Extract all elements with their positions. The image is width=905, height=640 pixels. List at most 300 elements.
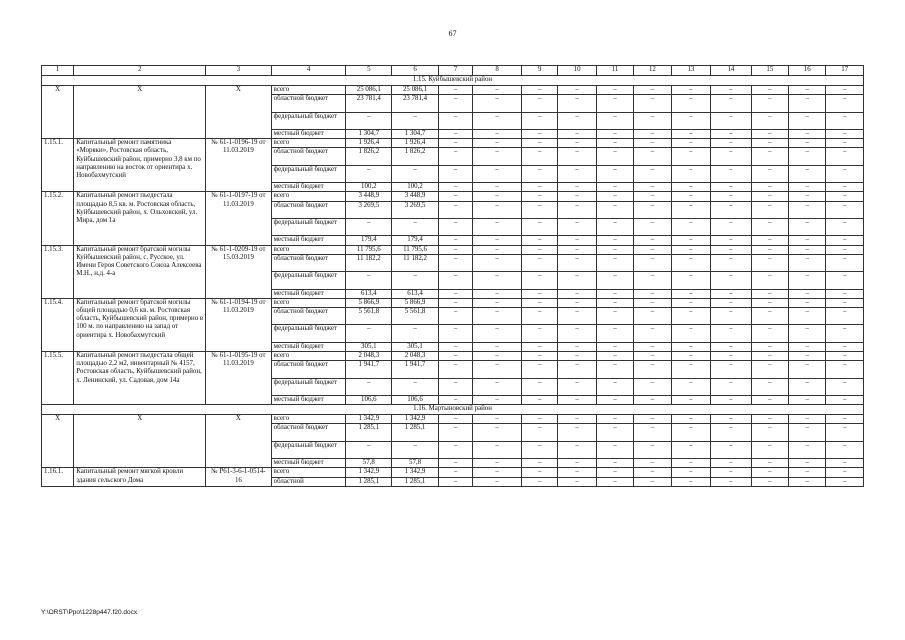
value-empty: – <box>789 201 826 218</box>
value-empty: – <box>671 477 710 486</box>
funding-source: местный бюджет <box>271 183 346 192</box>
value-empty: – <box>522 459 558 468</box>
value-empty: – <box>473 441 522 458</box>
value-empty: – <box>438 86 472 95</box>
value-empty: – <box>438 183 472 192</box>
value-empty: – <box>751 459 788 468</box>
value-empty: – <box>473 95 522 112</box>
value-empty: – <box>522 342 558 351</box>
value-col6: 1 926,4 <box>392 139 439 148</box>
item-number: 1.15.4. <box>42 298 74 351</box>
value-empty: – <box>711 441 752 458</box>
value-empty: – <box>711 129 752 138</box>
value-empty: – <box>751 148 788 165</box>
value-col5: 25 086,1 <box>346 86 392 95</box>
value-empty: – <box>826 342 864 351</box>
value-col5: 1 342,9 <box>346 415 392 424</box>
value-empty: – <box>671 361 710 378</box>
value-empty: – <box>596 112 633 129</box>
value-empty: – <box>789 245 826 254</box>
value-empty: – <box>558 415 596 424</box>
item-name: Капитальный ремонт братской могилы общей площадью 0,6 кв. м. Ростовская область, Куйбышевский район, примерно в 100 м. по направлению на запад от ориентира х. Новобахмутский <box>74 298 206 351</box>
value-empty: – <box>558 361 596 378</box>
value-empty: – <box>711 139 752 148</box>
value-col5: – <box>346 378 392 395</box>
value-empty: – <box>711 165 752 182</box>
value-empty: – <box>751 218 788 235</box>
value-empty: – <box>473 245 522 254</box>
value-empty: – <box>711 192 752 201</box>
value-empty: – <box>634 236 671 245</box>
value-empty: – <box>634 468 671 477</box>
value-empty: – <box>558 139 596 148</box>
value-empty: – <box>473 236 522 245</box>
value-empty: – <box>473 325 522 342</box>
value-empty: – <box>751 289 788 298</box>
value-col6: 1 342,9 <box>392 415 439 424</box>
value-col6: – <box>392 165 439 182</box>
value-empty: – <box>789 342 826 351</box>
funding-source: областной бюджет <box>271 201 346 218</box>
funding-source: местный бюджет <box>271 236 346 245</box>
value-empty: – <box>558 441 596 458</box>
value-empty: – <box>789 307 826 324</box>
funding-source: областной бюджет <box>271 307 346 324</box>
value-empty: – <box>522 192 558 201</box>
value-col6: – <box>392 218 439 235</box>
value-empty: – <box>826 148 864 165</box>
value-empty: – <box>438 236 472 245</box>
value-empty: – <box>473 415 522 424</box>
x-marker: X <box>74 415 206 468</box>
value-empty: – <box>596 342 633 351</box>
x-marker: X <box>42 415 74 468</box>
value-empty: – <box>596 468 633 477</box>
x-marker: X <box>206 86 271 139</box>
value-empty: – <box>473 298 522 307</box>
value-empty: – <box>751 95 788 112</box>
value-empty: – <box>596 378 633 395</box>
value-col5: 1 285,1 <box>346 477 392 486</box>
value-empty: – <box>558 129 596 138</box>
value-empty: – <box>751 254 788 271</box>
value-empty: – <box>596 415 633 424</box>
value-empty: – <box>789 459 826 468</box>
table-row <box>42 192 864 201</box>
value-empty: – <box>438 201 472 218</box>
value-empty: – <box>789 95 826 112</box>
funding-source: областной бюджет <box>271 424 346 441</box>
column-number: 12 <box>634 66 671 76</box>
value-empty: – <box>826 254 864 271</box>
column-number: 4 <box>271 66 346 76</box>
value-empty: – <box>596 236 633 245</box>
value-empty: – <box>596 218 633 235</box>
value-empty: – <box>558 192 596 201</box>
value-col6: 1 826,2 <box>392 148 439 165</box>
value-empty: – <box>711 254 752 271</box>
value-empty: – <box>634 183 671 192</box>
value-col5: 3 448,9 <box>346 192 392 201</box>
value-empty: – <box>826 395 864 404</box>
value-empty: – <box>438 441 472 458</box>
value-empty: – <box>558 307 596 324</box>
value-empty: – <box>596 395 633 404</box>
document-number: № Р61-3-6-1-0514-16 <box>206 468 271 486</box>
value-empty: – <box>596 129 633 138</box>
value-empty: – <box>826 86 864 95</box>
value-empty: – <box>438 148 472 165</box>
value-empty: – <box>558 254 596 271</box>
value-empty: – <box>671 201 710 218</box>
column-number: 9 <box>522 66 558 76</box>
value-col5: 11 182,2 <box>346 254 392 271</box>
value-empty: – <box>634 95 671 112</box>
value-empty: – <box>751 468 788 477</box>
value-empty: – <box>751 139 788 148</box>
value-empty: – <box>473 129 522 138</box>
funding-source: всего <box>271 351 346 360</box>
value-empty: – <box>789 351 826 360</box>
table-row <box>42 351 864 360</box>
table-row <box>42 245 864 254</box>
value-empty: – <box>711 272 752 289</box>
value-empty: – <box>473 192 522 201</box>
value-empty: – <box>596 325 633 342</box>
value-empty: – <box>826 129 864 138</box>
value-empty: – <box>789 236 826 245</box>
value-empty: – <box>671 129 710 138</box>
value-empty: – <box>438 112 472 129</box>
funding-source: областной бюджет <box>271 95 346 112</box>
value-empty: – <box>522 289 558 298</box>
value-col5: 1 926,4 <box>346 139 392 148</box>
value-col6: 5 561,8 <box>392 307 439 324</box>
column-number: 14 <box>711 66 752 76</box>
item-name: Капитальный ремонт пьедестала общей площадью 2,2 м2, инвентарный № 4157, Ростовская область, Куйбышевский район, х. Ленинский, ул. Садовая, дом 14а <box>74 351 206 404</box>
value-empty: – <box>789 86 826 95</box>
value-empty: – <box>671 148 710 165</box>
value-empty: – <box>596 477 633 486</box>
funding-source: всего <box>271 139 346 148</box>
value-empty: – <box>438 468 472 477</box>
column-number: 5 <box>346 66 392 76</box>
value-empty: – <box>473 272 522 289</box>
value-col6: 179,4 <box>392 236 439 245</box>
value-empty: – <box>671 441 710 458</box>
value-empty: – <box>438 361 472 378</box>
value-empty: – <box>596 201 633 218</box>
value-empty: – <box>826 307 864 324</box>
value-empty: – <box>596 254 633 271</box>
value-empty: – <box>751 307 788 324</box>
value-empty: – <box>711 86 752 95</box>
table-row <box>42 139 864 148</box>
value-empty: – <box>751 183 788 192</box>
value-col5: 1 285,1 <box>346 424 392 441</box>
funding-source: местный бюджет <box>271 459 346 468</box>
value-empty: – <box>473 424 522 441</box>
value-col5: 5 561,8 <box>346 307 392 324</box>
value-empty: – <box>789 289 826 298</box>
column-number: 6 <box>392 66 439 76</box>
value-empty: – <box>522 468 558 477</box>
value-empty: – <box>789 468 826 477</box>
value-empty: – <box>671 415 710 424</box>
value-empty: – <box>438 192 472 201</box>
value-col6: 1 342,9 <box>392 468 439 477</box>
value-empty: – <box>522 245 558 254</box>
value-empty: – <box>522 183 558 192</box>
value-empty: – <box>751 165 788 182</box>
funding-source: федеральный бюджет <box>271 165 346 182</box>
value-col6: – <box>392 325 439 342</box>
column-number: 11 <box>596 66 633 76</box>
value-empty: – <box>558 86 596 95</box>
value-empty: – <box>826 424 864 441</box>
value-empty: – <box>671 245 710 254</box>
value-empty: – <box>596 183 633 192</box>
funding-source: всего <box>271 468 346 477</box>
value-empty: – <box>522 112 558 129</box>
value-empty: – <box>751 325 788 342</box>
value-empty: – <box>596 272 633 289</box>
value-empty: – <box>671 378 710 395</box>
value-col6: – <box>392 378 439 395</box>
value-empty: – <box>438 298 472 307</box>
value-empty: – <box>671 307 710 324</box>
funding-source: областной <box>271 477 346 486</box>
value-empty: – <box>826 272 864 289</box>
value-empty: – <box>634 129 671 138</box>
value-empty: – <box>558 165 596 182</box>
value-empty: – <box>473 459 522 468</box>
value-empty: – <box>596 424 633 441</box>
column-number: 8 <box>473 66 522 76</box>
value-empty: – <box>634 424 671 441</box>
value-empty: – <box>711 351 752 360</box>
column-number: 3 <box>206 66 271 76</box>
value-empty: – <box>596 298 633 307</box>
value-empty: – <box>789 298 826 307</box>
value-empty: – <box>596 459 633 468</box>
funding-source: местный бюджет <box>271 289 346 298</box>
value-empty: – <box>473 165 522 182</box>
value-empty: – <box>711 424 752 441</box>
value-empty: – <box>751 272 788 289</box>
value-empty: – <box>634 86 671 95</box>
value-empty: – <box>522 441 558 458</box>
value-col6: 1 304,7 <box>392 129 439 138</box>
value-empty: – <box>671 272 710 289</box>
value-col5: 305,1 <box>346 342 392 351</box>
value-empty: – <box>826 218 864 235</box>
value-col5: 2 048,3 <box>346 351 392 360</box>
value-col5: 3 269,5 <box>346 201 392 218</box>
value-empty: – <box>634 351 671 360</box>
value-empty: – <box>558 298 596 307</box>
x-marker: X <box>42 86 74 139</box>
value-col6: 11 795,6 <box>392 245 439 254</box>
item-number: 1.16.1. <box>42 468 74 486</box>
value-empty: – <box>522 298 558 307</box>
value-empty: – <box>596 441 633 458</box>
value-empty: – <box>671 254 710 271</box>
value-empty: – <box>438 325 472 342</box>
funding-source: всего <box>271 415 346 424</box>
value-col5: – <box>346 218 392 235</box>
value-empty: – <box>522 129 558 138</box>
value-empty: – <box>473 395 522 404</box>
value-col5: – <box>346 441 392 458</box>
value-empty: – <box>634 139 671 148</box>
value-empty: – <box>634 415 671 424</box>
value-empty: – <box>751 298 788 307</box>
column-number: 13 <box>671 66 710 76</box>
section-title: 1.15. Куйбышевский район <box>42 76 864 86</box>
value-empty: – <box>826 183 864 192</box>
value-empty: – <box>473 361 522 378</box>
value-empty: – <box>438 424 472 441</box>
value-empty: – <box>751 395 788 404</box>
value-col5: 5 866,9 <box>346 298 392 307</box>
funding-source: местный бюджет <box>271 129 346 138</box>
value-empty: – <box>522 272 558 289</box>
value-col6: – <box>392 441 439 458</box>
value-empty: – <box>826 361 864 378</box>
value-col5: – <box>346 165 392 182</box>
column-number: 17 <box>826 66 864 76</box>
value-empty: – <box>473 378 522 395</box>
value-empty: – <box>634 289 671 298</box>
value-empty: – <box>596 165 633 182</box>
value-empty: – <box>671 192 710 201</box>
value-empty: – <box>558 342 596 351</box>
value-empty: – <box>826 245 864 254</box>
item-number: 1.15.2. <box>42 192 74 245</box>
value-empty: – <box>438 95 472 112</box>
value-empty: – <box>671 183 710 192</box>
value-empty: – <box>473 289 522 298</box>
value-empty: – <box>789 477 826 486</box>
value-col5: 179,4 <box>346 236 392 245</box>
value-empty: – <box>711 236 752 245</box>
value-empty: – <box>438 307 472 324</box>
value-empty: – <box>711 342 752 351</box>
value-empty: – <box>751 342 788 351</box>
value-empty: – <box>789 272 826 289</box>
value-empty: – <box>711 148 752 165</box>
value-empty: – <box>438 477 472 486</box>
value-empty: – <box>596 351 633 360</box>
document-number: № 61-1-0194-19 от 11.03.2019 <box>206 298 271 351</box>
value-empty: – <box>438 289 472 298</box>
value-empty: – <box>634 298 671 307</box>
value-empty: – <box>826 415 864 424</box>
item-name: Капитальный ремонт мягкой кровли здания сельского Дома <box>74 468 206 486</box>
value-empty: – <box>596 192 633 201</box>
value-empty: – <box>473 307 522 324</box>
value-empty: – <box>522 415 558 424</box>
value-empty: – <box>438 218 472 235</box>
value-empty: – <box>711 415 752 424</box>
value-empty: – <box>473 468 522 477</box>
funding-source: федеральный бюджет <box>271 272 346 289</box>
value-empty: – <box>634 342 671 351</box>
value-col6: 3 448,9 <box>392 192 439 201</box>
value-empty: – <box>558 424 596 441</box>
value-empty: – <box>438 129 472 138</box>
value-empty: – <box>826 139 864 148</box>
value-empty: – <box>522 307 558 324</box>
funding-source: областной бюджет <box>271 361 346 378</box>
funding-source: местный бюджет <box>271 342 346 351</box>
value-empty: – <box>558 183 596 192</box>
value-empty: – <box>522 86 558 95</box>
header-row <box>42 66 864 76</box>
value-empty: – <box>558 325 596 342</box>
value-empty: – <box>558 218 596 235</box>
value-empty: – <box>789 139 826 148</box>
item-name: Капитальный ремонт братской могилы Куйбышевский район, с. Русское, ул. Имени Героя Советского Союза Алексеева М.Н., н.д. 4-а <box>74 245 206 298</box>
value-empty: – <box>558 201 596 218</box>
value-empty: – <box>671 459 710 468</box>
value-empty: – <box>711 245 752 254</box>
value-empty: – <box>711 298 752 307</box>
value-empty: – <box>596 361 633 378</box>
column-number: 1 <box>42 66 74 76</box>
value-col6: 1 285,1 <box>392 477 439 486</box>
value-empty: – <box>826 112 864 129</box>
value-empty: – <box>711 112 752 129</box>
value-col5: 106,6 <box>346 395 392 404</box>
value-empty: – <box>473 139 522 148</box>
page-number: 67 <box>448 29 457 38</box>
value-col6: – <box>392 112 439 129</box>
value-empty: – <box>789 112 826 129</box>
value-empty: – <box>558 477 596 486</box>
value-empty: – <box>634 459 671 468</box>
value-empty: – <box>751 441 788 458</box>
value-empty: – <box>522 218 558 235</box>
column-number: 16 <box>789 66 826 76</box>
column-number: 15 <box>751 66 788 76</box>
value-empty: – <box>473 218 522 235</box>
value-empty: – <box>826 236 864 245</box>
value-empty: – <box>522 139 558 148</box>
value-col6: 23 781,4 <box>392 95 439 112</box>
value-empty: – <box>596 95 633 112</box>
funding-source: областной бюджет <box>271 254 346 271</box>
value-empty: – <box>438 165 472 182</box>
value-empty: – <box>558 95 596 112</box>
value-empty: – <box>522 95 558 112</box>
section-title: 1.16. Мартыновский район <box>42 405 864 415</box>
value-empty: – <box>671 86 710 95</box>
value-empty: – <box>751 201 788 218</box>
funding-source: всего <box>271 245 346 254</box>
value-empty: – <box>596 148 633 165</box>
value-empty: – <box>634 254 671 271</box>
value-col5: – <box>346 325 392 342</box>
funding-source: всего <box>271 192 346 201</box>
section-header-row <box>42 405 864 415</box>
value-empty: – <box>711 307 752 324</box>
value-empty: – <box>634 218 671 235</box>
value-empty: – <box>558 148 596 165</box>
value-empty: – <box>473 112 522 129</box>
value-empty: – <box>711 361 752 378</box>
